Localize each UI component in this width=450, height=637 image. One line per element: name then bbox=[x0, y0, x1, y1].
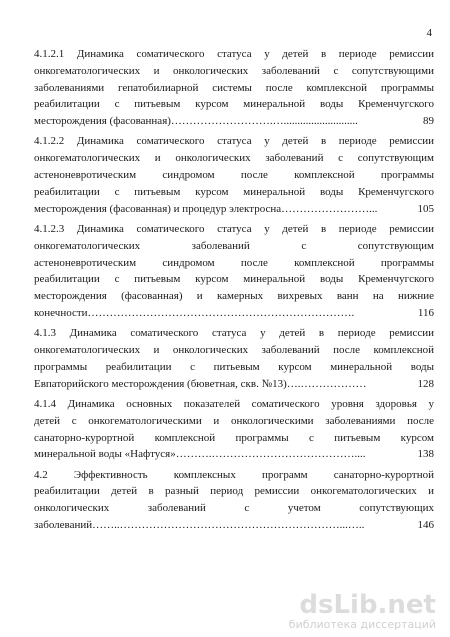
watermark-logo: dsLib.net bbox=[299, 589, 436, 620]
toc-entry-line: реабилитации с питьевым курсом минеральной воды Кременчугского bbox=[34, 98, 434, 111]
toc-page-ref: 138 bbox=[417, 448, 434, 461]
toc-entry-line: 4.2 Эффективность комплексных программ санаторно-курортной bbox=[34, 468, 434, 481]
toc-entry-line: реабилитации с питьевым курсом минеральной воды Кременчугского bbox=[34, 185, 434, 198]
toc-page-ref: 146 bbox=[417, 519, 434, 532]
watermark bbox=[288, 589, 436, 631]
toc-entry-line: реабилитации детей в разный период ремиссии онкогематологических и bbox=[34, 485, 434, 498]
toc-entry-last-line bbox=[34, 446, 434, 463]
toc-entry-line: 4.1.2.2 Динамика соматического статуса у детей в периоде ремиссии bbox=[34, 135, 434, 148]
toc-page-ref: 89 bbox=[423, 115, 434, 128]
toc-entry-line: 4.1.4 Динамика основных показателей соматического уровня здоровья у bbox=[34, 397, 434, 410]
toc-entry-4-1-2-3[interactable] bbox=[34, 221, 434, 322]
toc-entry-4-2[interactable] bbox=[34, 467, 434, 534]
toc-page-ref: 105 bbox=[417, 202, 434, 215]
toc-entry-4-1-3[interactable] bbox=[34, 325, 434, 392]
toc-entry-line: онкогематологических заболеваний с сопутствующим bbox=[34, 239, 434, 252]
toc-entry-line: онкологических заболеваний с учетом сопутствующих bbox=[34, 502, 434, 515]
toc-entry-last-line bbox=[34, 113, 434, 130]
toc-entry-leader-text: месторождения (фасованная) и процедур электросна……………………... bbox=[34, 202, 378, 215]
toc-entry-last-line bbox=[34, 517, 434, 534]
toc-entry-line: программы реабилитации с питьевым курсом минеральной воды bbox=[34, 360, 434, 373]
toc-entry-4-1-4[interactable] bbox=[34, 396, 434, 463]
toc-entry-4-1-2-1[interactable] bbox=[34, 46, 434, 130]
toc-page-ref: 116 bbox=[417, 306, 434, 319]
toc-entry-line: 4.1.3 Динамика соматического статуса у детей в периоде ремиссии bbox=[34, 327, 434, 340]
toc-entry-line: онкогематологических и онкологических заболеваний с сопутствующими bbox=[34, 64, 434, 77]
toc-entry-line: заболеваниями гепатобилиарной системы после комплексной программы bbox=[34, 81, 434, 94]
toc-entry-line: астеноневротическим синдромом после комплексной программы bbox=[34, 169, 434, 182]
toc-entry-leader-text: Евпаторийского месторождения (бюветная, скв. №13)….……………… bbox=[34, 377, 367, 390]
toc-entry-last-line bbox=[34, 376, 434, 393]
toc-entry-leader-text: месторождения (фасованная)……………………….…........................... bbox=[34, 115, 358, 128]
toc-entry-line: онкогематологических и онкологических заболеваний после комплексной bbox=[34, 344, 434, 357]
toc-entry-last-line bbox=[34, 305, 434, 322]
page-number: 4 bbox=[426, 27, 432, 39]
toc-entry-line: 4.1.2.3 Динамика соматического статуса у детей в периоде ремиссии bbox=[34, 222, 434, 235]
toc-entry-line: 4.1.2.1 Динамика соматического статуса у детей в периоде ремиссии bbox=[34, 48, 434, 60]
toc-entry-line: астеноневротическим синдромом после комплексной программы bbox=[34, 256, 434, 269]
table-of-contents bbox=[34, 46, 434, 537]
toc-entry-line: реабилитации с питьевым курсом минеральной воды Кременчугского bbox=[34, 273, 434, 286]
toc-entry-4-1-2-2[interactable] bbox=[34, 133, 434, 217]
toc-entry-line: месторождения (фасованная) и камерных вихревых ванн на нижние bbox=[34, 290, 434, 303]
toc-entry-line: онкогематологических и онкологических заболеваний с сопутствующим bbox=[34, 152, 434, 165]
toc-entry-leader-text: конечности………………………………………………………………. bbox=[34, 306, 355, 319]
toc-entry-last-line bbox=[34, 201, 434, 218]
toc-entry-leader-text: минеральной воды «Нафтуся»……….………………………………….... bbox=[34, 448, 366, 461]
toc-entry-leader-text: заболеваний……..……………………………………………………...….. bbox=[34, 519, 365, 532]
toc-entry-line: санаторно-курортной комплексной программы с питьевым курсом bbox=[34, 431, 434, 444]
toc-page-ref: 128 bbox=[417, 377, 434, 390]
toc-entry-line: детей с онкогематологическими и онкологическими заболеваниями после bbox=[34, 414, 434, 427]
watermark-subtitle: библиотека диссертаций bbox=[288, 617, 436, 631]
